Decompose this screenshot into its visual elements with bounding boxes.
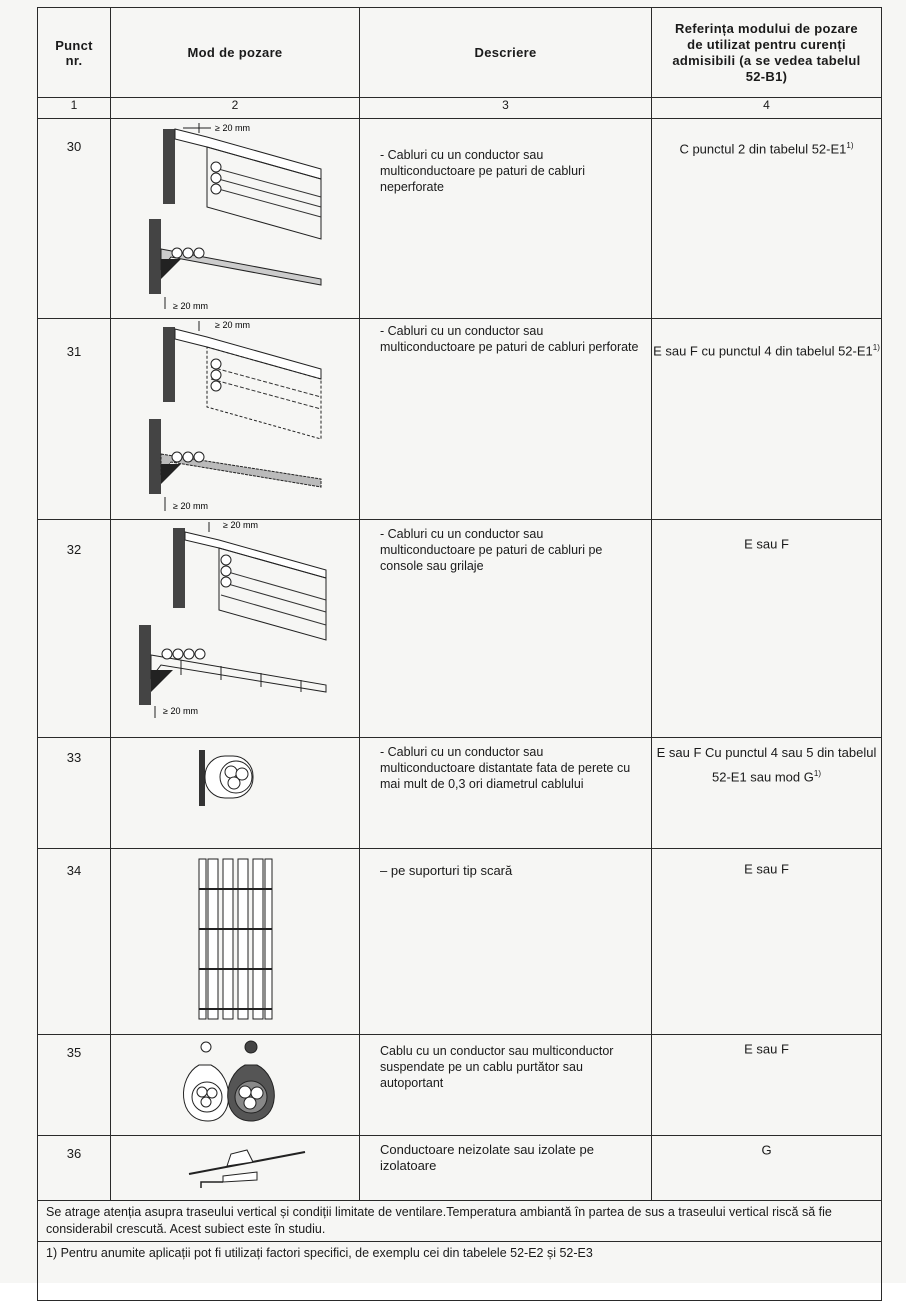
row-number: 36: [38, 1136, 111, 1201]
figure-spaced-from-wall: [111, 738, 360, 849]
row-number: 31: [38, 319, 111, 520]
dimension-label: ≥ 20 mm: [223, 520, 258, 530]
table-row: [38, 520, 882, 738]
figure-tray-unperforated: [111, 119, 360, 319]
row-description: Cablu cu un conductor sau multiconductor suspendate pe un cablu purtător sau autoportant: [360, 1035, 652, 1136]
row-description: - Cabluri cu un conductor sau multiconductoare pe paturi de cabluri neperforate: [360, 119, 652, 319]
row-description: - Cabluri cu un conductor sau multiconductoare pe paturi de cabluri perforate: [360, 319, 652, 520]
table-row: [38, 319, 882, 520]
row-number: 33: [38, 738, 111, 849]
header-mod-pozare: Mod de pozare: [111, 8, 360, 98]
dimension-label: ≥ 20 mm: [173, 501, 208, 511]
dimension-label: ≥ 20 mm: [163, 706, 198, 716]
row-number: 35: [38, 1035, 111, 1136]
row-number: 30: [38, 119, 111, 319]
row-number: 32: [38, 520, 111, 738]
row-description: - Cabluri cu un conductor sau multiconductoare distantate fata de perete cu mai mult de 0,3 ori diametrul cablului: [360, 738, 652, 849]
table-row: [38, 1035, 882, 1136]
footnote: 1) Pentru anumite aplicații pot fi utilizați factori specifici, de exemplu cei din tabelele 52-E2 și 52-E3: [38, 1242, 882, 1301]
row-reference: E sau F cu punctul 4 din tabelul 52-E1$^{1)}$: [652, 319, 882, 520]
row-description: Conductoare neizolate sau izolate pe izolatoare: [360, 1136, 652, 1201]
header-referinta: Referința modului de pozare de utilizat pentru curenți admisibili (a se vedea tabelul 52-B1): [652, 8, 882, 98]
row-reference: E sau F: [652, 1035, 882, 1136]
header-descriere: Descriere: [360, 8, 652, 98]
column-number: 4: [652, 98, 882, 119]
row-number: 34: [38, 849, 111, 1035]
figure-ladder-support: [111, 849, 360, 1035]
dimension-label: ≥ 20 mm: [215, 320, 250, 330]
figure-tray-perforated: [111, 319, 360, 520]
header-punct: Punct nr.: [38, 8, 111, 98]
installation-methods-table: [37, 7, 882, 1301]
column-number: 1: [38, 98, 111, 119]
row-reference: E sau F: [652, 520, 882, 738]
row-description: – pe suporturi tip scară: [360, 849, 652, 1035]
row-reference: C punctul 2 din tabelul 52-E1$^{1)}$: [652, 119, 882, 319]
figure-tray-brackets: [111, 520, 360, 738]
column-number: 2: [111, 98, 360, 119]
row-reference: E sau F: [652, 849, 882, 1035]
table-row: [38, 738, 882, 849]
row-reference: E sau F Cu punctul 4 sau 5 din tabelul 52-E1 sau mod $G^{1)}$: [652, 738, 882, 849]
row-reference: G: [652, 1136, 882, 1201]
figure-suspended-cable: [111, 1035, 360, 1136]
ventilation-note: Se atrage atenția asupra traseului vertical și condiții limitate de ventilare.Temperatura ambiantă în partea de sus a traseului vertical riscă să fie considerabil crescută. Acest subiect este în studiu.: [38, 1201, 882, 1242]
table-row: [38, 1136, 882, 1201]
row-description: - Cabluri cu un conductor sau multiconductoare pe paturi de cabluri pe console sau grilaje: [360, 520, 652, 738]
dimension-label: ≥ 20 mm: [173, 301, 208, 311]
figure-insulator: [111, 1136, 360, 1201]
dimension-label: ≥ 20 mm: [215, 123, 250, 133]
column-number: 3: [360, 98, 652, 119]
table-row: [38, 119, 882, 319]
table-row: [38, 849, 882, 1035]
